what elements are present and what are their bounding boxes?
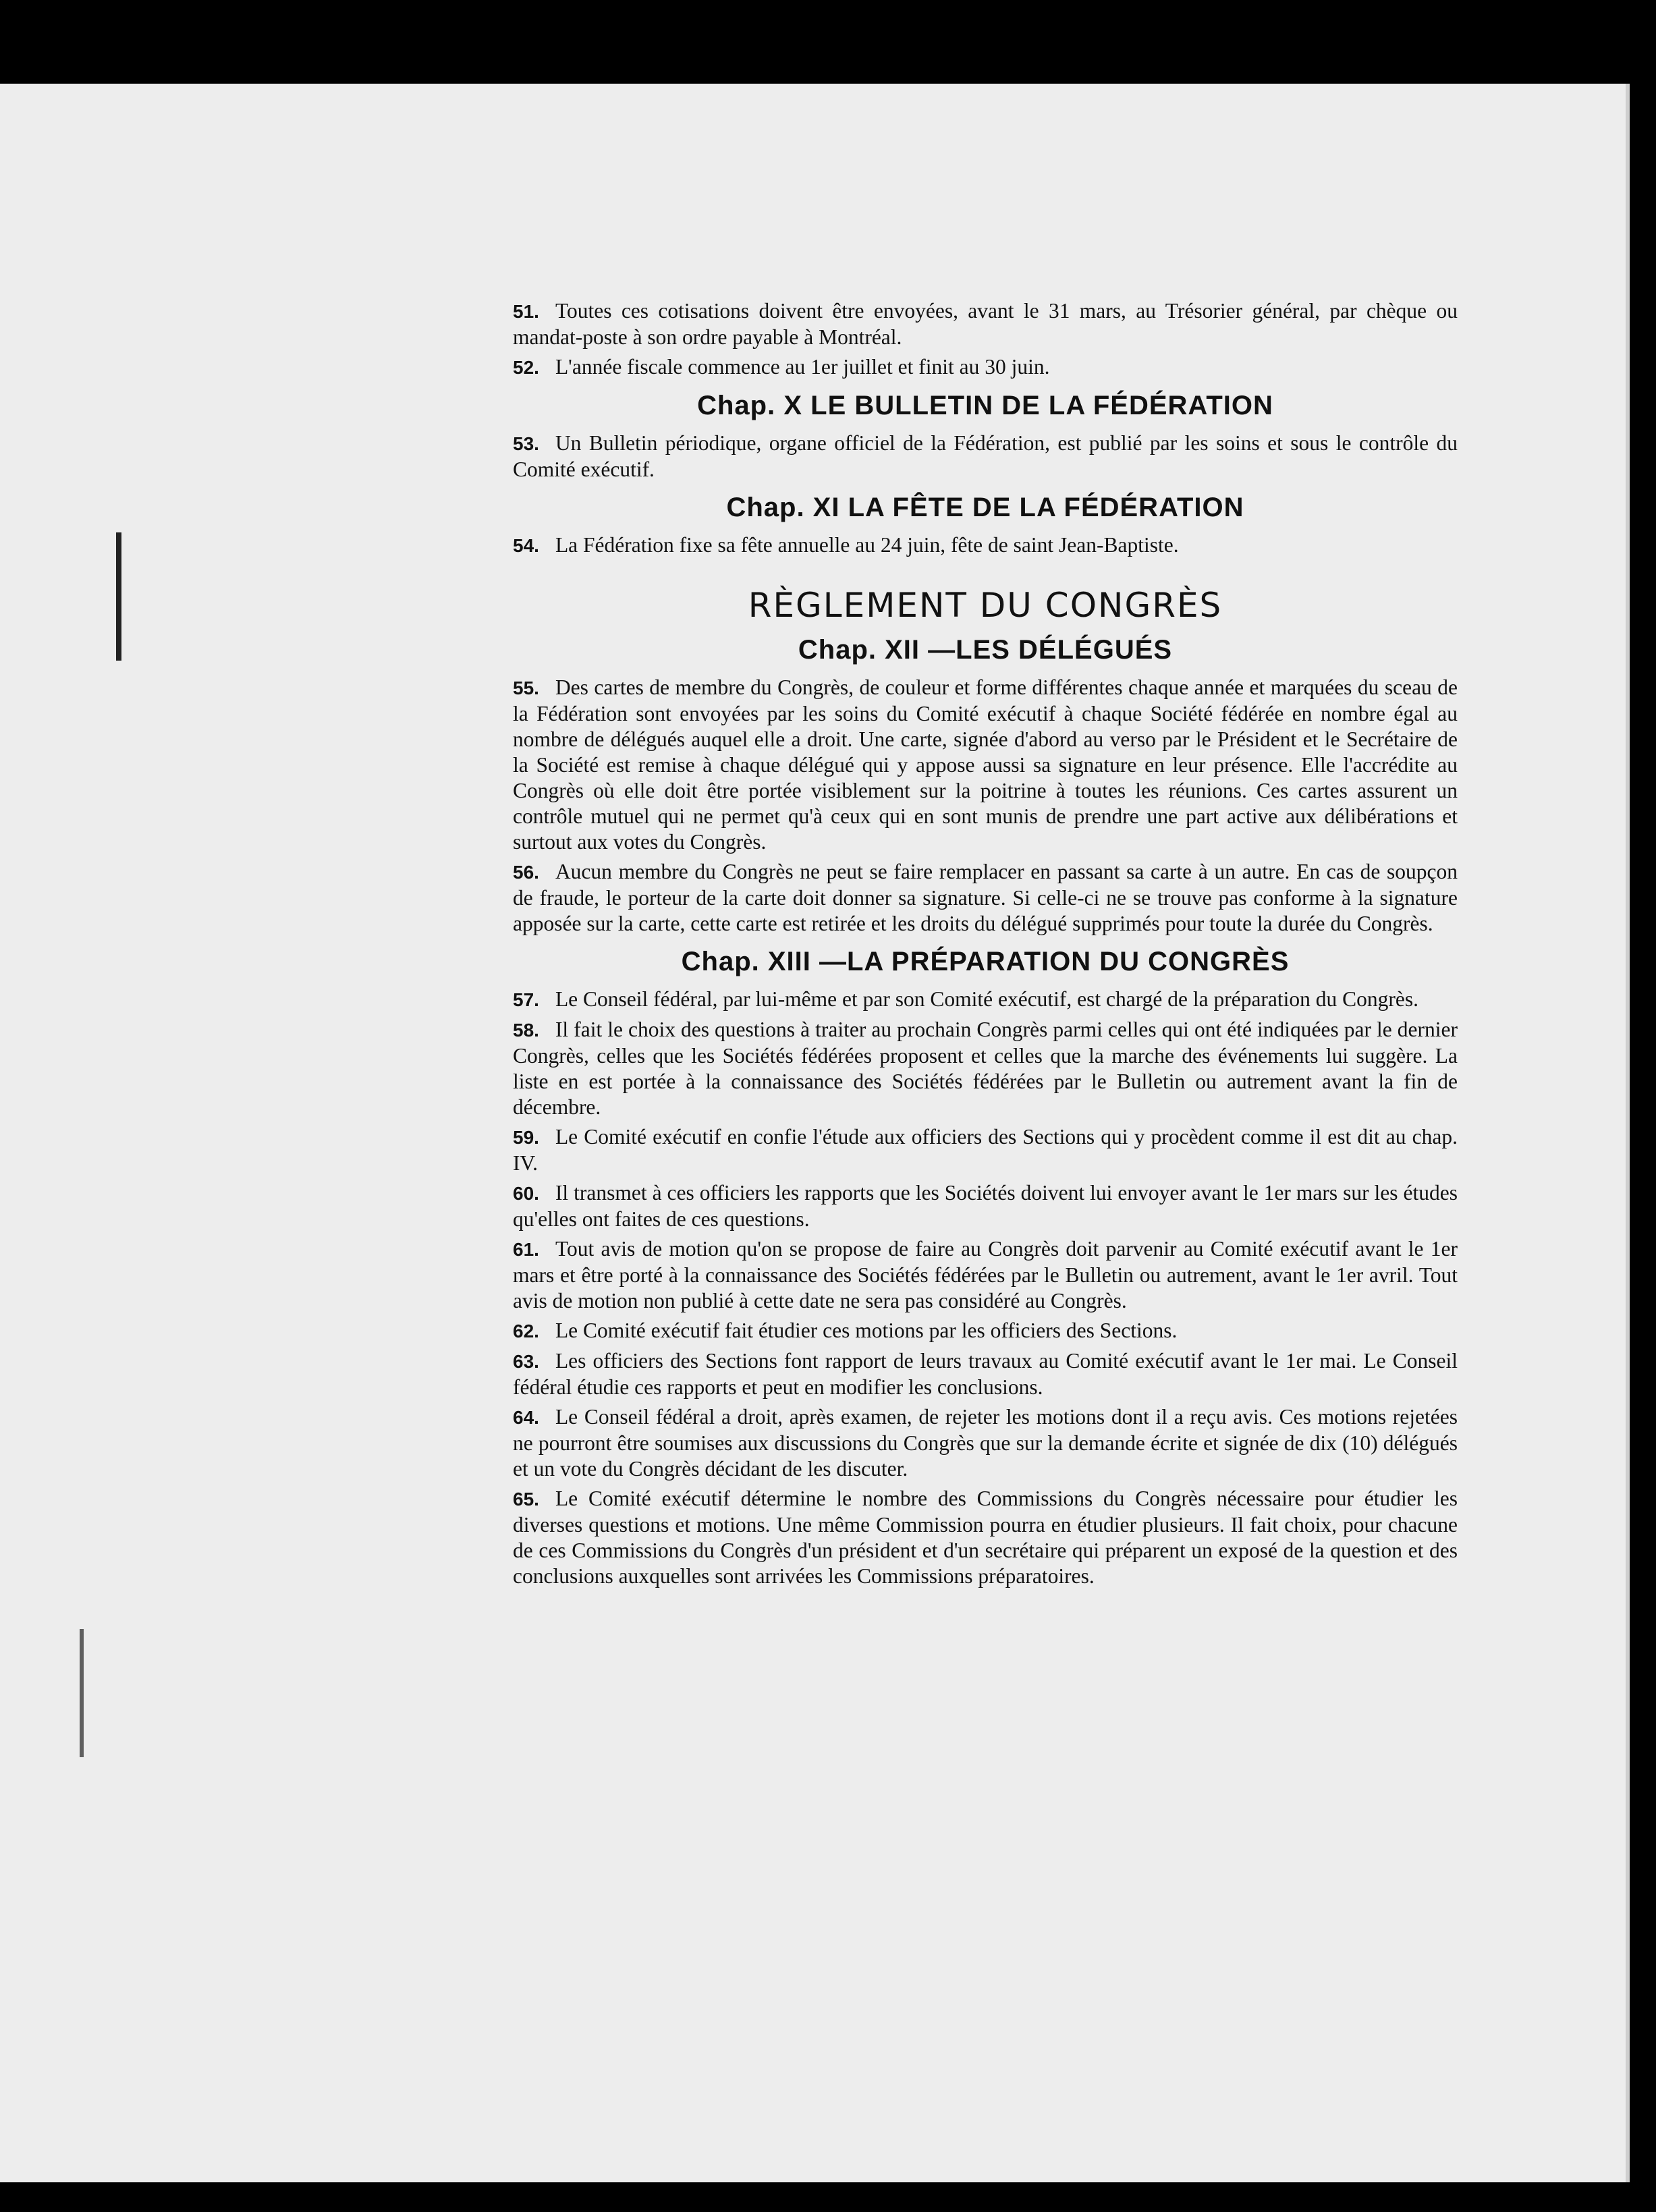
article-paragraph	[513, 354, 1458, 381]
article-paragraph	[513, 1318, 1458, 1344]
article-paragraph	[513, 859, 1458, 937]
chapter-heading-x: Chap. X LE BULLETIN DE LA FÉDÉRATION	[697, 391, 1273, 420]
article-text: Tout avis de motion qu'on se propose de faire au Congrès doit parvenir au Comité exécutif avant le 1er mars et être porté à la connaissance des Sociétés fédérées par le Bulletin ou autrement, avant le 1er avril. Tout avis de motion non publié à cette date ne sera pas considéré au Congrès.	[513, 1237, 1458, 1312]
document-body	[513, 298, 1458, 1593]
article-text: Toutes ces cotisations doivent être envoyées, avant le 31 mars, au Trésorier général, par chèque ou mandat-poste à son ordre payable à Montréal.	[513, 299, 1458, 349]
article-paragraph	[513, 1486, 1458, 1589]
article-text: Les officiers des Sections font rapport de leurs travaux au Comité exécutif avant le 1er mai. Le Conseil fédéral étudie ces rapports et peut en modifier les conclusions.	[513, 1349, 1458, 1399]
article-text: L'année fiscale commence au 1er juillet et finit au 30 juin.	[555, 355, 1050, 379]
article-number: 65.	[513, 1489, 539, 1510]
article-paragraph	[513, 1124, 1458, 1176]
article-number: 57.	[513, 989, 539, 1010]
article-paragraph	[513, 1180, 1458, 1232]
reglement-title: RÈGLEMENT DU CONGRÈS	[748, 586, 1223, 625]
article-paragraph	[513, 1236, 1458, 1314]
article-text: Le Conseil fédéral a droit, après examen, de rejeter les motions dont il a reçu avis. Ces motions rejetées ne pourront être soumises aux discussions du Congrès que sur la demande écrite et signée de dix (10) délégués et un vote du Congrès décidant de les discuter.	[513, 1405, 1458, 1481]
article-text: Le Conseil fédéral, par lui-même et par son Comité exécutif, est chargé de la préparation du Congrès.	[555, 987, 1419, 1011]
article-paragraph	[513, 1348, 1458, 1400]
section-d	[513, 675, 1458, 937]
article-number: 51.	[513, 301, 539, 322]
article-text: Un Bulletin périodique, organe officiel de la Fédération, est publié par les soins et sous le contrôle du Comité exécutif.	[513, 431, 1458, 481]
article-text: Le Comité exécutif en confie l'étude aux officiers des Sections qui y procèdent comme il est dit au chap. IV.	[513, 1125, 1458, 1175]
chapter-heading-xiii: Chap. XIII —LA PRÉPARATION DU CONGRÈS	[681, 947, 1290, 976]
article-number: 53.	[513, 433, 539, 454]
article-paragraph	[513, 532, 1458, 559]
article-number: 64.	[513, 1407, 539, 1428]
article-number: 60.	[513, 1183, 539, 1204]
article-text: Des cartes de membre du Congrès, de couleur et forme différentes chaque année et marquées du sceau de la Fédération sont envoyées par les soins du Comité exécutif à chaque Société fédérée en nombre égal au nombre de délégués auquel elle a droit. Une carte, signée d'abord au verso par le Président et le Secrétaire de la Société est remise à chaque délégué qui y appose aussi sa signature en leur présence. Elle l'accrédite au Congrès où elle doit être portée visiblement sur la poitrine à toutes les réunions. Ces cartes assurent un contrôle mutuel qui ne permet qu'à ceux qui en sont munis de prendre une part active aux délibérations et surtout aux votes du Congrès.	[513, 675, 1458, 854]
article-number: 58.	[513, 1020, 539, 1041]
article-number: 62.	[513, 1321, 539, 1342]
article-paragraph	[513, 431, 1458, 482]
section-a	[513, 298, 1458, 381]
article-number: 54.	[513, 535, 539, 556]
article-text: Le Comité exécutif fait étudier ces motions par les officiers des Sections.	[555, 1319, 1178, 1342]
article-text: Le Comité exécutif détermine le nombre des Commissions du Congrès nécessaire pour étudier les diverses questions et motions. Une même Commission pourra en étudier plusieurs. Il fait choix, pour chacune de ces Commissions du Congrès d'un président et d'un secrétaire qui préparent un exposé de la question et des conclusions auxquelles sont arrivées les Commissions préparatoires.	[513, 1487, 1458, 1588]
article-text: Il transmet à ces officiers les rapports que les Sociétés doivent lui envoyer avant le 1er mars sur les études qu'elles ont faites de ces questions.	[513, 1181, 1458, 1231]
article-number: 59.	[513, 1127, 539, 1148]
article-text: Aucun membre du Congrès ne peut se faire remplacer en passant sa carte à un autre. En cas de soupçon de fraude, le porteur de la carte doit donner sa signature. Si celle-ci ne se trouve pas conforme à la signature apposée sur la carte, cette carte est retirée et les droits du délégué supprimés pour toute la durée du Congrès.	[513, 860, 1458, 935]
binding-mark	[80, 1629, 84, 1757]
binding-mark	[116, 532, 121, 661]
section-b	[513, 431, 1458, 482]
article-number: 52.	[513, 357, 539, 378]
article-paragraph	[513, 675, 1458, 855]
article-paragraph	[513, 1017, 1458, 1120]
article-paragraph	[513, 1404, 1458, 1482]
section-c	[513, 532, 1458, 559]
chapter-heading-xii: Chap. XII —LES DÉLÉGUÉS	[798, 635, 1173, 665]
article-paragraph	[513, 987, 1458, 1013]
chapter-heading-xi: Chap. XI LA FÊTE DE LA FÉDÉRATION	[726, 493, 1244, 522]
article-number: 55.	[513, 678, 539, 698]
article-number: 61.	[513, 1239, 539, 1260]
article-number: 63.	[513, 1351, 539, 1372]
article-paragraph	[513, 298, 1458, 350]
document-page	[0, 84, 1630, 2182]
article-number: 56.	[513, 862, 539, 883]
article-text: Il fait le choix des questions à traiter au prochain Congrès parmi celles qui ont été indiquées par le dernier Congrès, celles que les Sociétés fédérées proposent et celles que la marche des événements lui suggère. La liste en est portée à la connaissance des Sociétés fédérées par le Bulletin ou autrement avant la fin de décembre.	[513, 1018, 1458, 1119]
section-e	[513, 987, 1458, 1589]
article-text: La Fédération fixe sa fête annuelle au 24 juin, fête de saint Jean-Baptiste.	[555, 533, 1179, 557]
